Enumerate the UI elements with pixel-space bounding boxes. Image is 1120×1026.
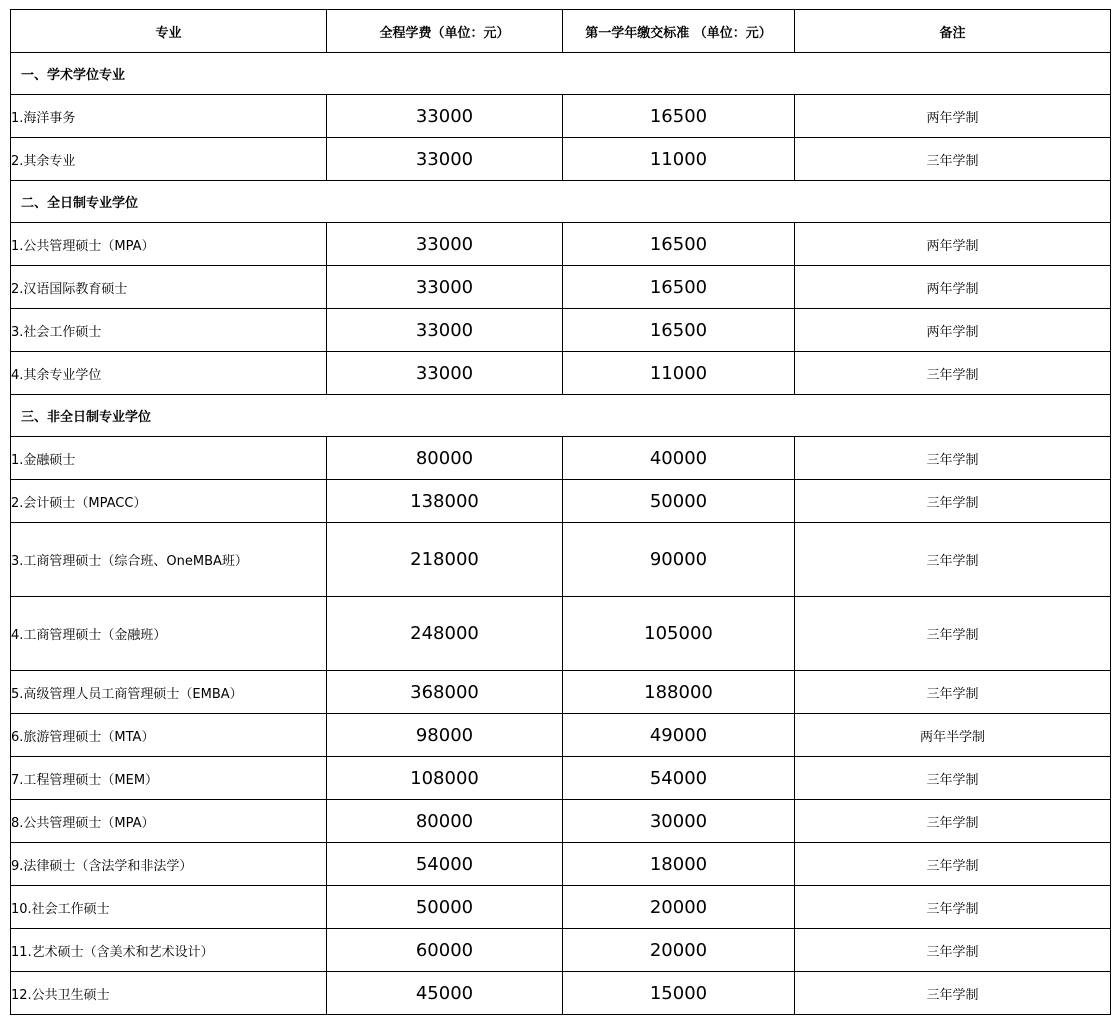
first-year-fee: 50000 — [563, 480, 795, 523]
major-name: 3.工商管理硕士（综合班、OneMBA班） — [11, 523, 327, 597]
first-year-fee: 16500 — [563, 223, 795, 266]
table-row — [11, 671, 1111, 714]
major-name: 3.社会工作硕士 — [11, 309, 327, 352]
first-year-fee: 11000 — [563, 138, 795, 181]
major-name: 1.金融硕士 — [11, 437, 327, 480]
study-length-note: 三年学制 — [795, 671, 1111, 714]
first-year-fee: 18000 — [563, 843, 795, 886]
section-row-academic — [11, 53, 1111, 95]
total-fee: 80000 — [327, 437, 563, 480]
major-name: 2.汉语国际教育硕士 — [11, 266, 327, 309]
table-header-row — [11, 10, 1111, 53]
header-total-fee: 全程学费（单位：元） — [327, 10, 563, 53]
table-row — [11, 886, 1111, 929]
total-fee: 248000 — [327, 597, 563, 671]
major-name: 1.海洋事务 — [11, 95, 327, 138]
table-row — [11, 929, 1111, 972]
major-name: 2.其余专业 — [11, 138, 327, 181]
first-year-fee: 30000 — [563, 800, 795, 843]
total-fee: 50000 — [327, 886, 563, 929]
total-fee: 33000 — [327, 309, 563, 352]
section-title: 一、学术学位专业 — [11, 53, 1111, 95]
total-fee: 33000 — [327, 352, 563, 395]
study-length-note: 三年学制 — [795, 757, 1111, 800]
total-fee: 108000 — [327, 757, 563, 800]
total-fee: 60000 — [327, 929, 563, 972]
study-length-note: 两年半学制 — [795, 714, 1111, 757]
first-year-fee: 11000 — [563, 352, 795, 395]
total-fee: 33000 — [327, 266, 563, 309]
table-row — [11, 437, 1111, 480]
first-year-fee: 188000 — [563, 671, 795, 714]
total-fee: 98000 — [327, 714, 563, 757]
major-name: 6.旅游管理硕士（MTA） — [11, 714, 327, 757]
table-row — [11, 138, 1111, 181]
major-name: 1.公共管理硕士（MPA） — [11, 223, 327, 266]
table-row — [11, 757, 1111, 800]
total-fee: 218000 — [327, 523, 563, 597]
section-title: 三、非全日制专业学位 — [11, 395, 1111, 437]
total-fee: 33000 — [327, 223, 563, 266]
study-length-note: 三年学制 — [795, 138, 1111, 181]
table-row — [11, 95, 1111, 138]
major-name: 11.艺术硕士（含美术和艺术设计） — [11, 929, 327, 972]
section-title: 二、全日制专业学位 — [11, 181, 1111, 223]
table-row — [11, 523, 1111, 597]
first-year-fee: 16500 — [563, 309, 795, 352]
first-year-fee: 16500 — [563, 266, 795, 309]
first-year-fee: 20000 — [563, 929, 795, 972]
table-row — [11, 800, 1111, 843]
major-name: 12.公共卫生硕士 — [11, 972, 327, 1015]
total-fee: 33000 — [327, 95, 563, 138]
study-length-note: 三年学制 — [795, 886, 1111, 929]
first-year-fee: 40000 — [563, 437, 795, 480]
study-length-note: 三年学制 — [795, 352, 1111, 395]
major-name: 4.工商管理硕士（金融班） — [11, 597, 327, 671]
table-row — [11, 972, 1111, 1015]
table-row — [11, 843, 1111, 886]
study-length-note: 三年学制 — [795, 843, 1111, 886]
first-year-fee: 49000 — [563, 714, 795, 757]
tuition-fee-table — [10, 9, 1111, 1015]
major-name: 7.工程管理硕士（MEM） — [11, 757, 327, 800]
table-row — [11, 223, 1111, 266]
table-row — [11, 480, 1111, 523]
study-length-note: 三年学制 — [795, 929, 1111, 972]
study-length-note: 三年学制 — [795, 800, 1111, 843]
major-name: 9.法律硕士（含法学和非法学） — [11, 843, 327, 886]
major-name: 5.高级管理人员工商管理硕士（EMBA） — [11, 671, 327, 714]
major-name: 8.公共管理硕士（MPA） — [11, 800, 327, 843]
header-note: 备注 — [795, 10, 1111, 53]
total-fee: 138000 — [327, 480, 563, 523]
total-fee: 45000 — [327, 972, 563, 1015]
major-name: 4.其余专业学位 — [11, 352, 327, 395]
study-length-note: 两年学制 — [795, 223, 1111, 266]
table-row — [11, 309, 1111, 352]
first-year-fee: 16500 — [563, 95, 795, 138]
study-length-note: 三年学制 — [795, 523, 1111, 597]
total-fee: 33000 — [327, 138, 563, 181]
table-row — [11, 597, 1111, 671]
first-year-fee: 54000 — [563, 757, 795, 800]
study-length-note: 两年学制 — [795, 95, 1111, 138]
header-first-year-fee: 第一学年缴交标准 （单位：元） — [563, 10, 795, 53]
first-year-fee: 105000 — [563, 597, 795, 671]
table-row — [11, 266, 1111, 309]
major-name: 2.会计硕士（MPACC） — [11, 480, 327, 523]
section-row-fulltime-professional — [11, 181, 1111, 223]
study-length-note: 三年学制 — [795, 972, 1111, 1015]
first-year-fee: 20000 — [563, 886, 795, 929]
total-fee: 54000 — [327, 843, 563, 886]
first-year-fee: 90000 — [563, 523, 795, 597]
first-year-fee: 15000 — [563, 972, 795, 1015]
study-length-note: 三年学制 — [795, 480, 1111, 523]
study-length-note: 三年学制 — [795, 597, 1111, 671]
total-fee: 368000 — [327, 671, 563, 714]
section-row-parttime-professional — [11, 395, 1111, 437]
study-length-note: 两年学制 — [795, 309, 1111, 352]
table-row — [11, 714, 1111, 757]
study-length-note: 三年学制 — [795, 437, 1111, 480]
major-name: 10.社会工作硕士 — [11, 886, 327, 929]
header-major: 专业 — [11, 10, 327, 53]
table-row — [11, 352, 1111, 395]
study-length-note: 两年学制 — [795, 266, 1111, 309]
total-fee: 80000 — [327, 800, 563, 843]
